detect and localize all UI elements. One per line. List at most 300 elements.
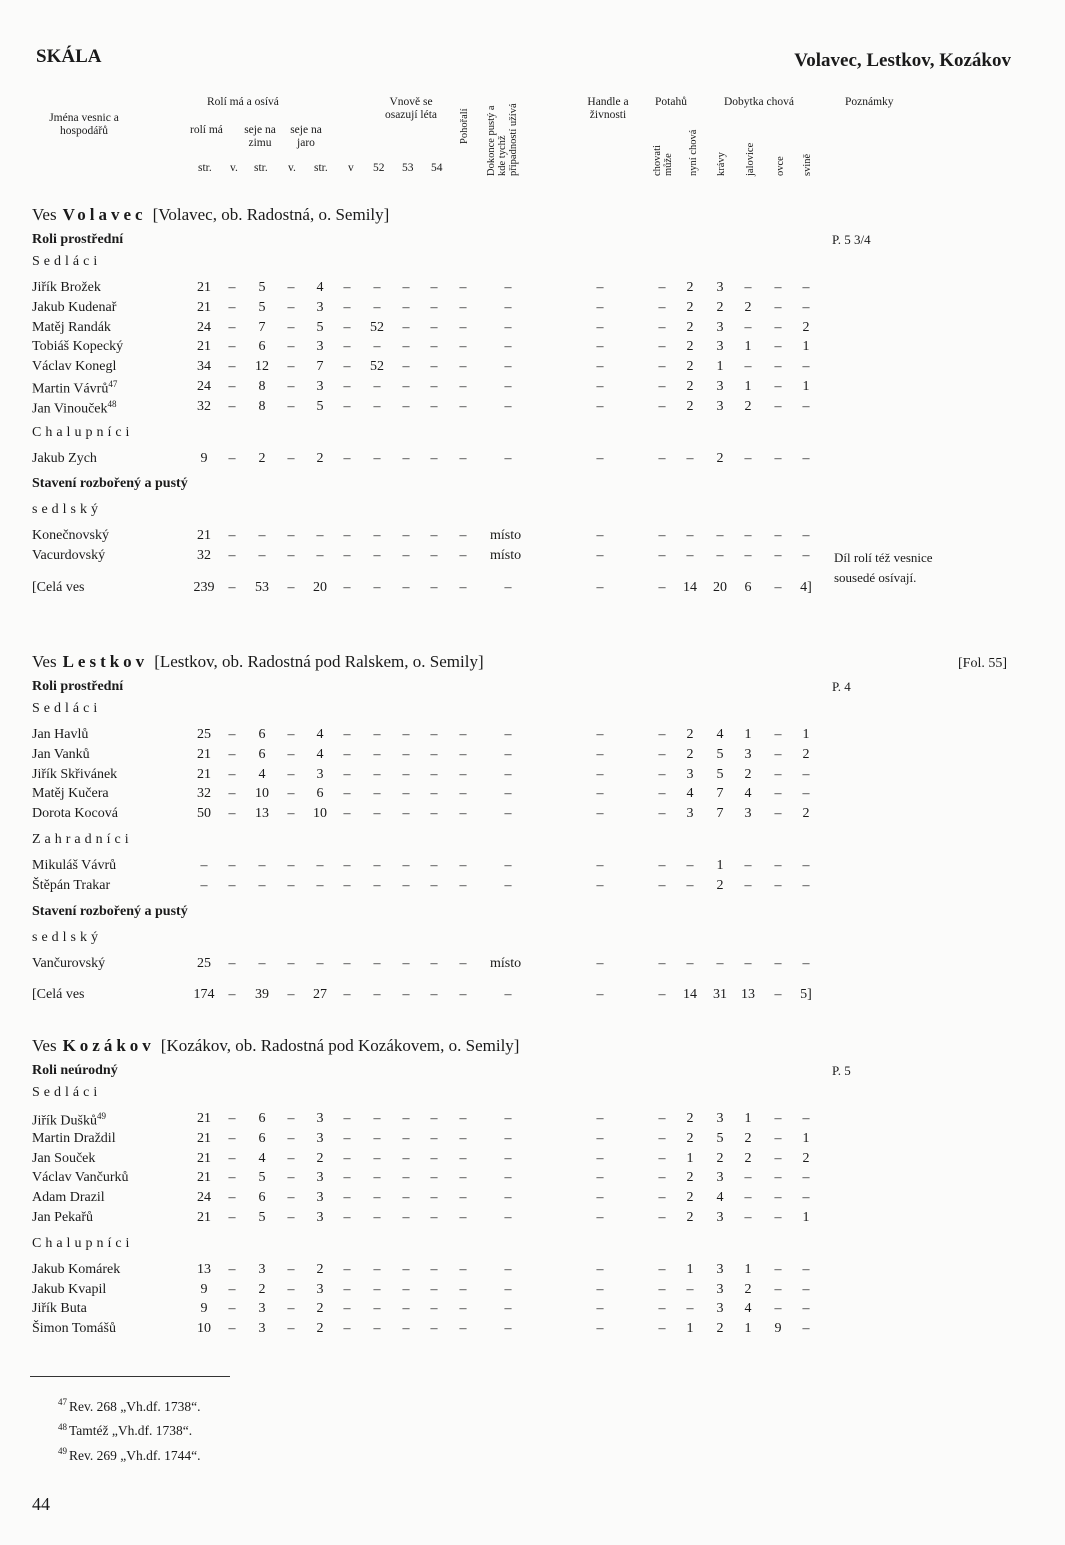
cell-value: – (774, 746, 782, 762)
cell-value: 21 (197, 1150, 211, 1166)
household-name (32, 280, 101, 296)
cell-value: – (504, 450, 512, 466)
cell-value: 25 (197, 955, 211, 971)
cell-value: – (774, 319, 782, 335)
cell-value: 20 (313, 580, 327, 595)
cell-value: – (316, 955, 324, 971)
ruined-farm-name: Vacurdovský (32, 548, 106, 564)
village-prefix: Ves (32, 652, 57, 671)
cell-value: – (504, 1210, 512, 1225)
folio-note: [Fol. 55] (958, 656, 1007, 671)
cell-value: 32 (197, 398, 211, 414)
cell-value: – (287, 1190, 295, 1206)
cell-value: – (287, 746, 295, 762)
cell-value: – (459, 1111, 467, 1126)
household-name (32, 399, 117, 418)
cell-value: 2 (744, 766, 752, 782)
cell-value: – (504, 379, 512, 394)
footnote-ref: 48 (107, 398, 117, 409)
cell-value: 4 (716, 1190, 724, 1206)
cell-value: – (596, 786, 604, 802)
cell-value: – (744, 359, 752, 375)
cell-value: – (802, 280, 810, 295)
cell-value: 3 (716, 1170, 724, 1186)
cell-value: – (802, 1111, 810, 1126)
cell-value: – (343, 299, 351, 315)
footnote-text: Tamtéž „Vh.df. 1738“. (69, 1423, 193, 1438)
cell-value: – (504, 746, 512, 762)
cell-value: – (228, 806, 236, 822)
col-kravy: krávy (716, 152, 727, 176)
cell-value: 2 (316, 1321, 324, 1337)
cell-value: – (287, 786, 295, 802)
cell-value: – (287, 280, 295, 295)
cell-value: – (774, 359, 782, 375)
col-year-54: 54 (431, 162, 443, 174)
cell-value: – (343, 1150, 351, 1166)
cell-value: 1 (744, 1111, 752, 1126)
cell-value: 3 (316, 339, 324, 355)
cell-value: – (228, 1261, 236, 1277)
cell-value: – (459, 806, 467, 822)
village-name: Kozákov (62, 1036, 155, 1055)
cell-value: – (459, 339, 467, 355)
cell-value: – (228, 987, 236, 1003)
cell-value: – (774, 806, 782, 822)
col-potahu: Potahů (655, 96, 687, 108)
group-label: Sedláci (32, 254, 102, 269)
cell-value: – (373, 1281, 381, 1297)
cell-value: – (373, 1261, 381, 1277)
cell-value: – (658, 580, 666, 595)
cell-value: – (228, 450, 236, 466)
cell-value: 9 (200, 1281, 208, 1297)
cell-value: – (596, 858, 604, 873)
ruined-type: sedlský (32, 502, 102, 518)
cell-value: 2 (686, 299, 694, 315)
cell-value: 6 (744, 580, 752, 595)
household-name (32, 1262, 120, 1278)
cell-value: – (774, 528, 782, 544)
cell-value: – (373, 548, 381, 564)
cell-value: – (802, 528, 810, 544)
cell-value: – (774, 727, 782, 742)
household-name-text: Mikuláš Vávrů (32, 858, 117, 873)
cell-value: – (228, 858, 236, 873)
cell-value: – (744, 450, 752, 466)
cell-value: – (228, 1130, 236, 1146)
household-name-text: Jiřík Skřivánek (32, 766, 118, 782)
cell-value: 2 (802, 746, 810, 762)
cell-value: – (686, 548, 694, 564)
cell-value: – (459, 987, 467, 1003)
cell-value: 21 (197, 1130, 211, 1146)
cell-value: – (373, 528, 381, 544)
cell-value: 2 (744, 398, 752, 414)
household-name (32, 767, 117, 783)
cell-value: – (287, 528, 295, 544)
cell-value: – (430, 319, 438, 335)
household-name-text: Matěj Kučera (32, 786, 109, 802)
cell-value: – (402, 1130, 410, 1146)
cell-value: – (504, 766, 512, 782)
household-name (32, 1210, 93, 1226)
cell-value: – (596, 1210, 604, 1225)
cell-value: – (596, 955, 604, 971)
cell-value: – (504, 1321, 512, 1337)
household-name-text: Martin Draždil (32, 1130, 116, 1146)
cell-value: – (686, 1281, 694, 1297)
cell-value: 3 (258, 1301, 266, 1317)
household-name-text: Jiřík Buta (32, 1301, 87, 1317)
col-year-53: 53 (402, 162, 414, 174)
cell-value: – (504, 1190, 512, 1206)
cell-value: – (774, 450, 782, 466)
cell-value: – (596, 379, 604, 394)
cell-value: 6 (258, 1130, 266, 1146)
cell-value: – (373, 398, 381, 414)
cell-value: 1 (802, 379, 810, 394)
cell-value: – (430, 806, 438, 822)
cell-value: – (228, 528, 236, 544)
cell-value: – (744, 955, 752, 971)
soil-quality: Roli prostřední (32, 679, 124, 694)
cell-value: – (373, 450, 381, 466)
cell-value: – (504, 319, 512, 335)
cell-value: 21 (197, 1170, 211, 1186)
cell-value: 27 (313, 987, 327, 1003)
cell-value: – (658, 1301, 666, 1317)
cell-value: – (774, 280, 782, 295)
cell-value: 3 (716, 1111, 724, 1126)
cell-value: – (744, 858, 752, 873)
cell-value: – (373, 280, 381, 295)
cell-value: – (459, 858, 467, 873)
cell-value: – (596, 727, 604, 742)
cell-value: – (504, 1111, 512, 1126)
cell-value: – (402, 727, 410, 742)
cell-value: – (596, 877, 604, 893)
cell-value: – (802, 548, 810, 564)
ruined-farm-name: Konečnovský (32, 528, 109, 544)
cell-value: 3 (716, 398, 724, 414)
cell-value: – (658, 877, 666, 893)
cell-value: 10 (313, 806, 327, 822)
cell-value: 3 (716, 1301, 724, 1317)
cell-value: – (343, 1111, 351, 1126)
cell-value: – (459, 1321, 467, 1337)
soil-page-note: P. 5 3/4 (832, 232, 871, 247)
cell-value: – (658, 1111, 666, 1126)
cell-value: – (228, 1150, 236, 1166)
cell-value: – (287, 1301, 295, 1317)
cell-value: – (774, 858, 782, 873)
cell-value: – (774, 1301, 782, 1317)
cell-value: – (287, 339, 295, 355)
cell-value: 2 (686, 339, 694, 355)
cell-value: – (774, 548, 782, 564)
cell-value: – (658, 806, 666, 822)
cell-value: – (774, 1261, 782, 1277)
cell-value: – (228, 1170, 236, 1186)
cell-value: – (402, 548, 410, 564)
cell-value: 3 (316, 379, 324, 394)
cell-value: 5 (258, 1210, 266, 1225)
cell-value: – (596, 280, 604, 295)
cell-value: – (343, 955, 351, 971)
cell-value: – (200, 858, 208, 873)
footnote-ref: 49 (96, 1111, 106, 1121)
cell-value: 9 (774, 1321, 782, 1337)
cell-value: 2 (686, 280, 694, 295)
cell-value: – (228, 746, 236, 762)
cell-value: – (228, 1210, 236, 1225)
cell-value: – (459, 379, 467, 394)
cell-value: – (744, 280, 752, 295)
cell-value: 3 (686, 806, 694, 822)
cell-value: – (658, 746, 666, 762)
cell-value: – (658, 987, 666, 1003)
cell-value: – (287, 299, 295, 315)
cell-value: – (774, 379, 782, 394)
cell-value: – (774, 766, 782, 782)
cell-value: 1 (686, 1321, 694, 1337)
cell-value: 7 (716, 806, 724, 822)
cell-value: 21 (197, 766, 211, 782)
cell-value: – (228, 280, 236, 295)
household-name (32, 339, 123, 355)
cell-value: 10 (197, 1321, 211, 1337)
cell-value: – (744, 1170, 752, 1186)
cell-value: 7 (716, 786, 724, 802)
cell-value: – (459, 450, 467, 466)
cell-value: 1 (716, 359, 724, 375)
cell-value: – (504, 806, 512, 822)
cell-value: – (504, 299, 512, 315)
household-name-text: Tobiáš Kopecký (32, 339, 124, 355)
cell-value: – (596, 1281, 604, 1297)
cell-value: – (658, 319, 666, 335)
cell-value: – (258, 877, 266, 893)
cell-value: 5 (316, 398, 324, 414)
household-name (32, 727, 88, 743)
cell-value: – (343, 1210, 351, 1225)
cell-value: – (802, 1321, 810, 1337)
cell-value: – (373, 727, 381, 742)
col-poznamky: Poznámky (845, 96, 894, 108)
cell-value: – (802, 955, 810, 971)
cell-value: 2 (716, 450, 724, 466)
household-name-text: Jan Havlů (32, 727, 89, 742)
cell-value: – (686, 1301, 694, 1317)
cell-value: 4 (258, 766, 266, 782)
cell-value: – (316, 528, 324, 544)
cell-value: – (686, 877, 694, 893)
cell-value: 14 (683, 580, 697, 595)
cell-value: – (596, 359, 604, 375)
cell-value: – (744, 319, 752, 335)
cell-value: – (258, 955, 266, 971)
cell-value: – (596, 1301, 604, 1317)
cell-value: – (596, 806, 604, 822)
cell-value: – (596, 528, 604, 544)
cell-value: – (287, 379, 295, 394)
cell-value: – (402, 280, 410, 295)
cell-value: – (658, 398, 666, 414)
cell-value: – (459, 1210, 467, 1225)
cell-value: – (316, 548, 324, 564)
cell-value: – (228, 548, 236, 564)
cell-value: – (200, 877, 208, 893)
cell-value: 2 (686, 727, 694, 742)
cell-value: 24 (197, 1190, 211, 1206)
footnote (58, 1417, 200, 1442)
cell-value: – (744, 877, 752, 893)
cell-value: – (504, 1261, 512, 1277)
cell-value: – (459, 280, 467, 295)
cell-value: 3 (716, 1261, 724, 1277)
cell-value: – (459, 766, 467, 782)
cell-value: 2 (258, 1281, 266, 1297)
cell-value: 5] (800, 987, 812, 1003)
cell-value: 10 (255, 786, 269, 802)
cell-value: 24 (197, 379, 211, 394)
cell-value: – (343, 1281, 351, 1297)
cell-value: 2 (686, 1190, 694, 1206)
cell-value: 3 (686, 766, 694, 782)
cell-value: – (744, 1210, 752, 1225)
village-name: Lestkov (62, 652, 149, 671)
cell-value: 8 (258, 379, 266, 394)
cell-value: – (596, 1111, 604, 1126)
cell-value: 3 (716, 1210, 724, 1225)
soil-quality: Roli prostřední (32, 232, 124, 247)
household-name (32, 379, 117, 398)
running-head-right: Volavec, Lestkov, Kozákov (794, 50, 1011, 71)
cell-value: – (373, 955, 381, 971)
cell-value: – (459, 746, 467, 762)
cell-value: 2 (744, 299, 752, 315)
col-roli-ma: rolí má (190, 124, 223, 136)
col-pohorali: Pohořalí (459, 108, 470, 144)
cell-value: – (802, 1281, 810, 1297)
cell-value: 3 (316, 1190, 324, 1206)
cell-value: 9 (200, 1301, 208, 1317)
cell-value: – (596, 1190, 604, 1206)
cell-value: 1 (744, 727, 752, 742)
cell-value: 53 (255, 580, 269, 595)
cell-value: – (658, 1281, 666, 1297)
cell-value: 21 (197, 746, 211, 762)
cell-value: – (459, 548, 467, 564)
cell-value: – (744, 1190, 752, 1206)
cell-value: – (504, 1170, 512, 1186)
cell-value: – (343, 1130, 351, 1146)
cell-value: 3 (744, 806, 752, 822)
cell-value: – (504, 877, 512, 893)
cell-value: – (373, 858, 381, 873)
household-name-text: Matěj Randák (32, 319, 111, 335)
cell-value: 12 (255, 359, 269, 375)
cell-value: – (373, 1111, 381, 1126)
cell-value: – (658, 299, 666, 315)
cell-value: 1 (686, 1150, 694, 1166)
cell-value: – (596, 450, 604, 466)
cell-value: – (658, 280, 666, 295)
cell-value: – (744, 528, 752, 544)
cell-value: – (287, 359, 295, 375)
cell-value: 9 (200, 450, 208, 466)
cell-value: – (596, 766, 604, 782)
household-name-text: Jakub Zych (32, 450, 97, 466)
cell-value: – (343, 379, 351, 394)
cell-value: – (402, 766, 410, 782)
cell-value: – (774, 1210, 782, 1225)
cell-value: – (402, 987, 410, 1003)
cell-value: – (287, 1111, 295, 1126)
cell-value: – (287, 766, 295, 782)
household-name (32, 786, 109, 802)
cell-value: – (658, 1150, 666, 1166)
cell-value: 2 (716, 1321, 724, 1337)
cell-value: – (459, 1170, 467, 1186)
cell-value: – (228, 319, 236, 335)
cell-value: – (774, 398, 782, 414)
cell-value: – (504, 580, 512, 595)
cell-value: – (402, 359, 410, 375)
cell-value: 2 (802, 319, 810, 335)
cell-value: – (658, 528, 666, 544)
cell-value: 4 (258, 1150, 266, 1166)
cell-value: 2 (686, 1210, 694, 1225)
side-note: Díl rolí též vesnice sousedé osívají. (834, 550, 933, 586)
cell-value: 7 (316, 359, 324, 375)
page-number: 44 (32, 1494, 50, 1514)
cell-value: 3 (316, 1130, 324, 1146)
household-name-text: Šimon Tomášů (32, 1321, 116, 1337)
cell-value: 32 (197, 548, 211, 564)
cell-value: – (459, 727, 467, 742)
cell-value: 3 (258, 1321, 266, 1337)
col-year-52: 52 (373, 162, 385, 174)
village-identification: [Kozákov, ob. Radostná pod Kozákovem, o. Semily] (160, 1036, 520, 1055)
cell-value: – (287, 1321, 295, 1337)
cell-value: – (459, 299, 467, 315)
cell-value: – (430, 1281, 438, 1297)
cell-value: – (373, 806, 381, 822)
cell-value: – (343, 319, 351, 335)
col-v-2: v. (288, 162, 296, 174)
cell-value: 2 (716, 1150, 724, 1166)
cell-value: – (596, 1261, 604, 1277)
cell-value: – (430, 786, 438, 802)
cell-value: – (658, 450, 666, 466)
cell-value: – (343, 1190, 351, 1206)
cell-value: – (596, 580, 604, 595)
cell-value: – (658, 1261, 666, 1277)
cell-value: – (287, 1130, 295, 1146)
ruined-heading: Stavení rozbořený a pustý (32, 476, 188, 492)
cell-value: – (430, 379, 438, 394)
group-label: Zahradníci (32, 832, 133, 847)
ruined-farm-name: Vančurovský (32, 955, 106, 971)
cell-value: 13 (741, 987, 755, 1003)
col-chovati-muze: chovati může (652, 145, 674, 176)
cell-value: – (402, 450, 410, 466)
cell-value: – (774, 1190, 782, 1206)
cell-value: – (430, 766, 438, 782)
cell-value: – (373, 987, 381, 1003)
